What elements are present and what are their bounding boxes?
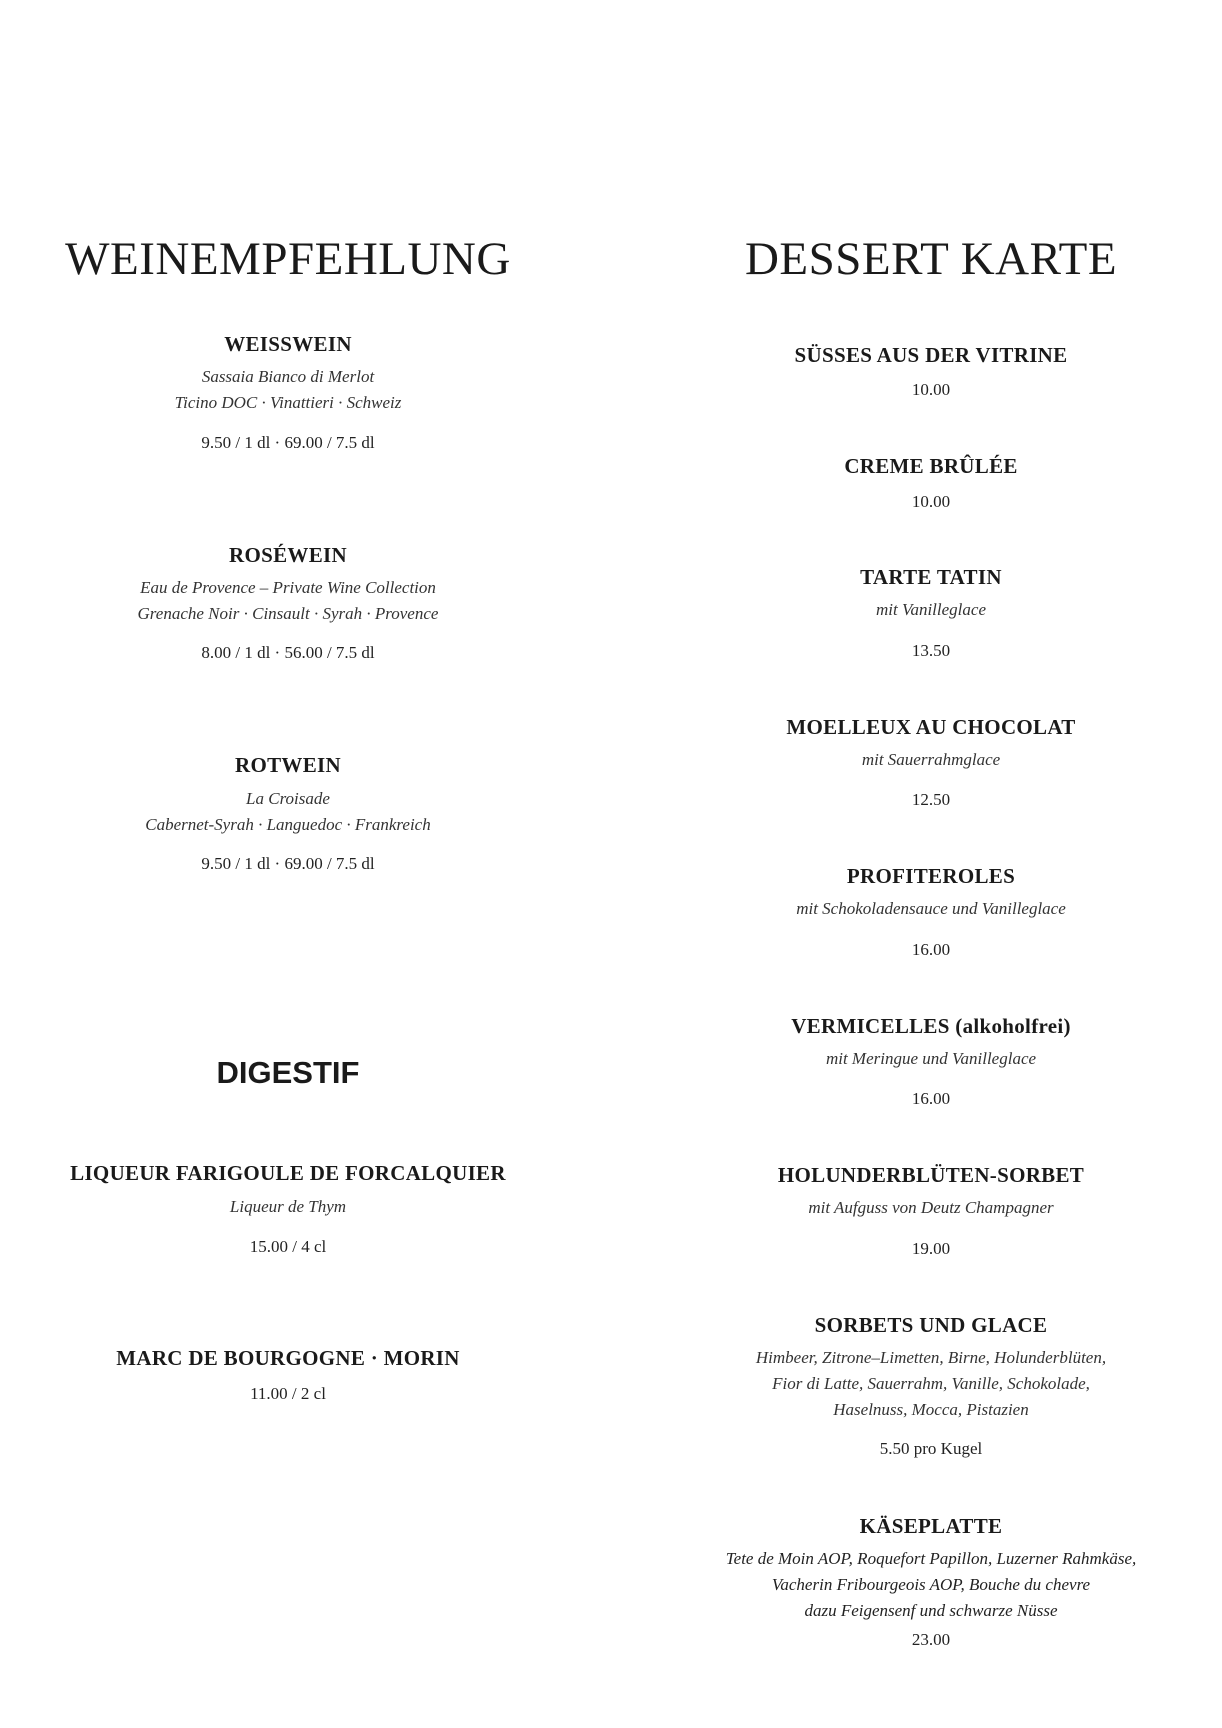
dessert-price-vitrine: 10.00 [911, 380, 951, 399]
digestif-name-marc: MARC DE BOURGOGNE · MORIN [116, 1346, 460, 1370]
dessert-desc-line: dazu Feigensenf und schwarze Nüsse [804, 1601, 1058, 1620]
dessert-desc-profiteroles: mit Schokoladensauce und Vanilleglace [796, 899, 1066, 918]
dessert-name-creme-brulee: CREME BRÛLÉE [844, 454, 1018, 478]
digestif-price-farigoule: 15.00 / 4 cl [249, 1237, 327, 1256]
dessert-desc-tarte-tatin: mit Vanilleglace [875, 600, 986, 619]
wine-recommendation-title: WEINEMPFEHLUNG [65, 233, 511, 285]
dessert-name-profiteroles: PROFITEROLES [846, 864, 1016, 888]
digestif-title: DIGESTIF [216, 1055, 360, 1090]
dessert-name-moelleux: MOELLEUX AU CHOCOLAT [786, 715, 1076, 739]
wine-name-rose: ROSÉWEIN [229, 543, 347, 567]
dessert-name-vermicelles: VERMICELLES (alkoholfrei) [791, 1014, 1071, 1038]
dessert-desc-line: Fior di Latte, Sauerrahm, Vanille, Schokolade, [772, 1374, 1090, 1393]
dessert-price-creme-brulee: 10.00 [911, 492, 951, 511]
wine-name-red: ROTWEIN [235, 753, 341, 777]
dessert-price-kaeseplatte: 23.00 [911, 1630, 951, 1649]
wine-price-red: 9.50 / 1 dl · 69.00 / 7.5 dl [201, 854, 375, 873]
dessert-desc-sorbets-glace [640, 1345, 1222, 1423]
dessert-name-tarte-tatin: TARTE TATIN [860, 565, 1002, 589]
dessert-price-tarte-tatin: 13.50 [911, 641, 951, 660]
wine-desc-white [0, 364, 576, 416]
wine-desc-line: Cabernet-Syrah · Languedoc · Frankreich [145, 815, 431, 834]
wine-desc-line: Eau de Provence – Private Wine Collection [140, 578, 436, 597]
digestif-desc-farigoule: Liqueur de Thym [229, 1197, 347, 1216]
dessert-name-kaeseplatte: KÄSEPLATTE [859, 1514, 1003, 1538]
dessert-desc-line: Haselnuss, Mocca, Pistazien [833, 1400, 1029, 1419]
dessert-name-holunder-sorbet: HOLUNDERBLÜTEN-SORBET [777, 1163, 1085, 1187]
dessert-desc-line: Himbeer, Zitrone–Limetten, Birne, Holunderblüten, [755, 1348, 1107, 1367]
dessert-desc-moelleux: mit Sauerrahmglace [861, 750, 1001, 769]
wine-desc-red [0, 786, 576, 838]
dessert-price-vermicelles: 16.00 [911, 1089, 951, 1108]
wine-desc-line: Grenache Noir · Cinsault · Syrah · Provence [137, 604, 439, 623]
wine-price-white: 9.50 / 1 dl · 69.00 / 7.5 dl [201, 433, 375, 452]
wine-name-white: WEISSWEIN [224, 332, 352, 356]
dessert-desc-vermicelles: mit Meringue und Vanilleglace [825, 1049, 1037, 1068]
dessert-menu-title: DESSERT KARTE [744, 233, 1118, 285]
wine-desc-line: Ticino DOC · Vinattieri · Schweiz [174, 393, 402, 412]
dessert-price-moelleux: 12.50 [911, 790, 951, 809]
dessert-price-holunder-sorbet: 19.00 [911, 1239, 951, 1258]
wine-price-rose: 8.00 / 1 dl · 56.00 / 7.5 dl [201, 643, 375, 662]
dessert-desc-line: Vacherin Fribourgeois AOP, Bouche du chevre [771, 1575, 1091, 1594]
digestif-price-marc: 11.00 / 2 cl [250, 1384, 326, 1403]
digestif-name-farigoule: LIQUEUR FARIGOULE DE FORCALQUIER [70, 1161, 506, 1185]
dessert-name-vitrine: SÜSSES AUS DER VITRINE [794, 343, 1068, 367]
dessert-name-sorbets-glace: SORBETS UND GLACE [814, 1313, 1048, 1337]
dessert-desc-kaeseplatte [640, 1546, 1222, 1624]
dessert-desc-line: Tete de Moin AOP, Roquefort Papillon, Luzerner Rahmkäse, [725, 1549, 1137, 1568]
wine-desc-line: Sassaia Bianco di Merlot [201, 367, 375, 386]
dessert-price-profiteroles: 16.00 [911, 940, 951, 959]
dessert-price-sorbets-glace: 5.50 pro Kugel [879, 1439, 983, 1458]
dessert-desc-holunder-sorbet: mit Aufguss von Deutz Champagner [808, 1198, 1054, 1217]
wine-desc-rose [0, 575, 576, 627]
wine-desc-line: La Croisade [246, 789, 330, 808]
